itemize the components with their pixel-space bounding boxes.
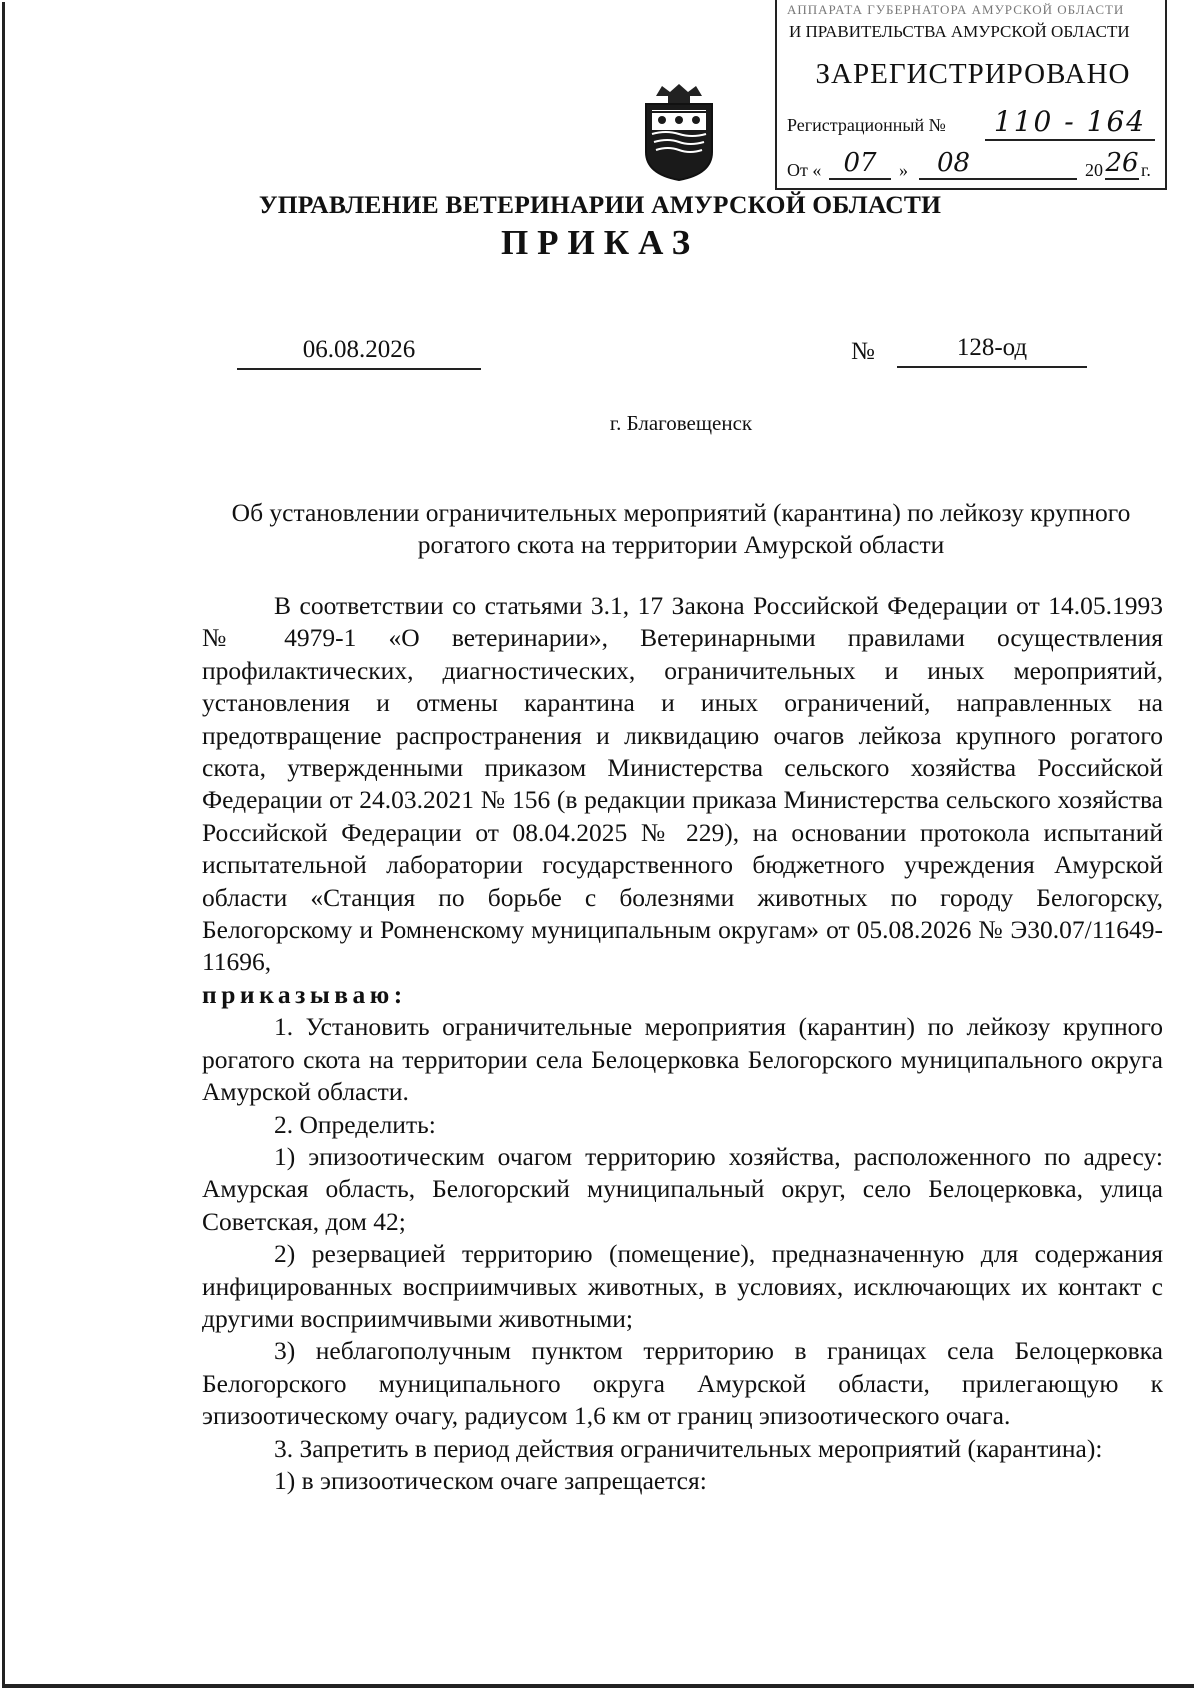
stamp-cut-line: АППАРАТА ГУБЕРНАТОРА АМУРСКОЙ ОБЛАСТИ <box>787 2 1125 17</box>
clause-3-1: 1) в эпизоотическом очаге запрещается: <box>274 1465 707 1495</box>
stamp-year-suffix: 26 <box>1105 148 1139 178</box>
stamp-year-prefix: 20 <box>1085 160 1103 180</box>
clause-2-2: 2) резервацией территорию (помещение), предназначенную для содержания инфицированных восприимчивых животных, в условиях, исключающих их контакт с другими восприимчивыми животными; <box>202 1239 1163 1333</box>
organization-name: УПРАВЛЕНИЕ ВЕТЕРИНАРИИ АМУРСКОЙ ОБЛАСТИ <box>258 190 942 219</box>
stamp-registration-line <box>787 105 1163 141</box>
stamp-date-day: 07 <box>829 148 891 180</box>
clause-2-1: 1) эпизоотическим очагом территорию хозяйства, расположенного по адресу: Амурская область, Белогорский муниципальный округ, село Белоцерковка, улица Советская, дом 42; <box>202 1141 1163 1236</box>
stamp-organization: И ПРАВИТЕЛЬСТВА АМУРСКОЙ ОБЛАСТИ <box>789 22 1130 41</box>
document-subject: Об установлении ограничительных мероприятий (карантина) по лейкозу крупного рогатого скота на территории Амурской области <box>231 498 1131 559</box>
stamp-year-unit: г. <box>1141 160 1151 180</box>
clause-2: 2. Определить: <box>274 1109 436 1139</box>
clause-1: 1. Установить ограничительные мероприятия (карантин) по лейкозу крупного рогатого скота на территории села Белоцерковка Белогорского муниципального округа Амурской области. <box>202 1012 1163 1107</box>
document-type: ПРИКАЗ <box>500 223 700 262</box>
clause-2-3: 3) неблагополучным пунктом территорию в границах села Белоцерковка Белогорского муниципального округа Амурской области, прилегающую к эпизоотическому очагу, радиусом 1,6 км от границ эпизоотического очага. <box>202 1336 1163 1431</box>
clause-3: 3. Запретить в период действия ограничительных мероприятий (карантина): <box>274 1433 1103 1463</box>
document-date: 06.08.2026 <box>237 336 481 370</box>
document-number: 128-од <box>897 334 1087 368</box>
coat-of-arms-icon <box>638 82 720 182</box>
stamp-title: ЗАРЕГИСТРИРОВАНО <box>815 58 1131 90</box>
stamp-date-line <box>787 148 1165 186</box>
stamp-reg-label: Регистрационный № <box>787 115 946 135</box>
stamp-reg-number: 110 - 164 <box>985 105 1155 141</box>
registration-stamp <box>775 0 1167 190</box>
document-city: г. Благовещенск <box>609 411 753 435</box>
order-word: приказываю: <box>202 979 407 1009</box>
stamp-date-prefix: От « <box>787 160 822 180</box>
stamp-date-month: 08 <box>919 148 1077 180</box>
document-number-label: № <box>851 338 875 365</box>
document-body <box>202 590 1163 1497</box>
stamp-date-mid: » <box>899 160 908 180</box>
preamble-paragraph: В соответствии со статьями 3.1, 17 Закона Российской Федерации от 14.05.1993 № 4979-1 «О ветеринарии», Ветеринарными правилами осуществления профилактических, диагностических, ограничительных и иных мероприятий, установления и отмены карантина и иных ограничений, направленных на предотвращение распространения и ликвидацию очагов лейкоза крупного рогатого скота, утвержденными приказом Министерства сельского хозяйства Российской Федерации от 24.03.2021 № 156 (в редакции приказа Министерства сельского хозяйства Российской Федерации от 08.04.2025 № 229), на основании протокола испытаний испытательной лаборатории государственного бюджетного учреждения Амурской области «Станция по борьбе с болезнями животных по городу Белогорску, Белогорскому и Ромненскому муниципальным округам» от 05.08.2026 № Э30.07/11649-11696, <box>202 591 1163 977</box>
